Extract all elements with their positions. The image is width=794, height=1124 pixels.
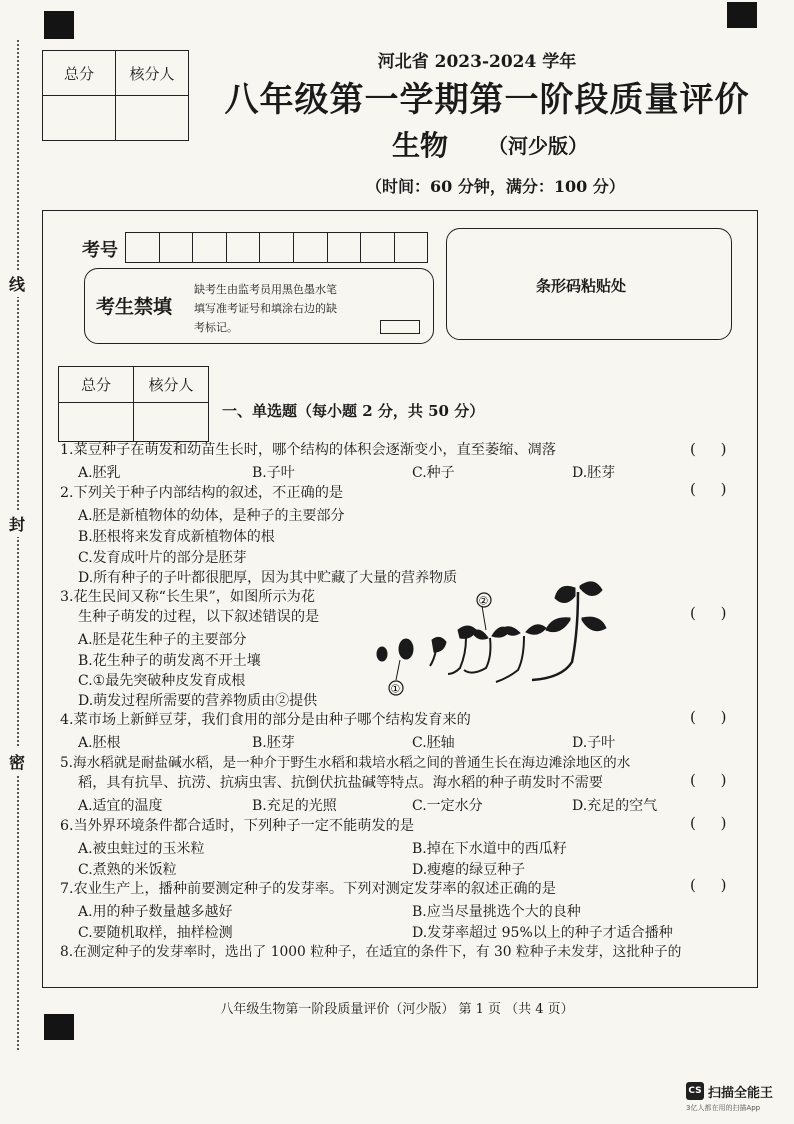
time-info: （时间：60 分钟，满分：100 分） [366, 177, 625, 196]
exam-number-boxes[interactable] [126, 232, 428, 263]
q2-option-b: B.胚根将来发育成新植物体的根 [78, 529, 275, 545]
question-2-stem: 2.下列关于种子内部结构的叙述，不正确的是 [60, 485, 344, 501]
binding-mark-mi: 密 [9, 748, 25, 775]
question-7-stem: 7.农业生产上，播种前要测定种子的发芽率。下列对测定发芽率的叙述正确的是 [60, 881, 556, 897]
q2-option-a: A.胚是新植物体的幼体，是种子的主要部分 [78, 508, 345, 524]
q4-option-d: D.子叶 [572, 735, 616, 751]
q7-option-c: C.要随机取样，抽样检测 [78, 925, 233, 941]
seed-stage-3 [432, 637, 446, 652]
answer-paren[interactable]: ( ) [690, 440, 727, 458]
question-5-stem-line2: 稻，具有抗旱、抗涝、抗病虫害、抗倒伏抗盐碱等特点。海水稻的种子萌发时不需要 [78, 775, 603, 791]
q7-option-d: D.发芽率超过 95%以上的种子才适合播种 [412, 925, 673, 941]
digit-box[interactable] [394, 232, 429, 263]
absent-mark-box[interactable] [380, 320, 420, 334]
binding-dotted-line [17, 40, 19, 1050]
answer-paren[interactable]: ( ) [690, 480, 727, 498]
q6-option-d: D.瘦瘪的绿豆种子 [412, 862, 526, 878]
total-score-cell[interactable] [59, 403, 134, 442]
q5-option-b: B.充足的光照 [252, 798, 337, 814]
digit-box[interactable] [159, 232, 194, 263]
camscanner-logo-icon: CS [686, 1082, 704, 1100]
q6-option-a: A.被虫蛀过的玉米粒 [78, 841, 205, 857]
seed-stage-2 [399, 639, 413, 659]
q2-option-c: C.发育成叶片的部分是胚芽 [78, 550, 247, 566]
note-line: 考标记。 [194, 321, 238, 334]
section-title: 一、单选题（每小题 2 分，共 50 分） [222, 402, 485, 420]
registration-marker-top-left [44, 11, 74, 39]
page-title: 八年级第一学期第一阶段质量评价 [224, 80, 750, 120]
q1-option-a: A.胚乳 [78, 465, 121, 481]
answer-paren[interactable]: ( ) [690, 604, 727, 622]
q2-option-d: D.所有种子的子叶都很肥厚，因为其中贮藏了大量的营养物质 [78, 570, 458, 586]
restricted-label: 考生禁填 [96, 296, 173, 318]
q4-option-b: B.胚芽 [252, 735, 295, 751]
scanner-tagline: 3亿人都在用的扫描App [686, 1104, 761, 1112]
question-8-stem: 8.在测定种子的发芽率时，选出了 1000 粒种子，在适宜的条件下，有 30 粒种子未发芽，这批种子的 [60, 944, 682, 960]
question-1-stem: 1.菜豆种子在萌发和幼苗生长时，哪个结构的体积会逐渐变小，直至萎缩、凋落 [60, 442, 556, 458]
answer-paren[interactable]: ( ) [690, 708, 727, 726]
digit-box[interactable] [360, 232, 395, 263]
seedling-stem [464, 638, 491, 673]
peanut-germination-figure [370, 578, 610, 702]
label-1: ① [390, 682, 401, 696]
checker-label: 核分人 [134, 367, 209, 403]
q1-option-b: B.子叶 [252, 465, 295, 481]
question-5-stem-line1: 5.海水稻就是耐盐碱水稻，是一种介于野生水稻和栽培水稻之间的普通生长在海边滩涂地区的水 [60, 755, 631, 771]
binding-mark-xian: 线 [9, 270, 25, 297]
page-footer: 八年级生物第一阶段质量评价（河少版） 第 1 页 （共 4 页） [220, 1002, 574, 1017]
question-4-stem: 4.菜市场上新鲜豆芽，我们食用的部分是由种子哪个结构发育来的 [60, 712, 471, 728]
q3-option-b: B.花生种子的萌发离不开土壤 [78, 653, 261, 669]
q5-option-d: D.充足的空气 [572, 798, 658, 814]
q5-option-c: C.一定水分 [412, 798, 483, 814]
total-score-label: 总分 [43, 51, 116, 96]
q4-option-c: C.胚轴 [412, 735, 455, 751]
q3-option-c: C.①最先突破种皮发育成根 [78, 673, 246, 689]
note-line: 填写准考证号和填涂右边的缺 [194, 302, 337, 315]
province-year: 河北省 2023-2024 学年 [377, 52, 577, 72]
q7-option-a: A.用的种子数量越多越好 [78, 904, 233, 920]
q6-option-c: C.煮熟的米饭粒 [78, 862, 177, 878]
subject: 生物 [392, 129, 449, 162]
question-3-stem-line1: 3.花生民间又称“长生果”，如图所示为花 [60, 589, 316, 605]
checker-label: 核分人 [116, 51, 189, 96]
digit-box[interactable] [293, 232, 328, 263]
scanner-name: 扫描全能王 [708, 1086, 774, 1101]
digit-box[interactable] [192, 232, 227, 263]
answer-paren[interactable]: ( ) [690, 814, 727, 832]
answer-paren[interactable]: ( ) [690, 771, 727, 789]
checker-cell[interactable] [134, 403, 209, 442]
q1-option-c: C.种子 [412, 465, 455, 481]
registration-marker-bottom-left [44, 1014, 74, 1040]
edition: （河少版） [488, 134, 588, 158]
q3-option-d: D.萌发过程所需要的营养物质由②提供 [78, 693, 318, 709]
total-score-label: 总分 [59, 367, 134, 403]
seedling-leaf [472, 630, 488, 639]
barcode-label: 条形码粘贴处 [536, 277, 627, 295]
q4-option-a: A.胚根 [78, 735, 121, 751]
digit-box[interactable] [226, 232, 261, 263]
digit-box[interactable] [259, 232, 294, 263]
question-3-stem-line2: 生种子萌发的过程，以下叙述错误的是 [78, 609, 320, 625]
q6-option-b: B.掉在下水道中的西瓜籽 [412, 841, 567, 857]
answer-paren[interactable]: ( ) [690, 876, 727, 894]
exam-number-label: 考号 [82, 240, 118, 261]
q5-option-a: A.适宜的温度 [78, 798, 163, 814]
digit-box[interactable] [125, 232, 160, 263]
registration-marker-top-right [727, 2, 757, 28]
q7-option-b: B.应当尽量挑选个大的良种 [412, 904, 581, 920]
seed-stage-1 [377, 647, 387, 661]
q3-option-a: A.胚是花生种子的主要部分 [78, 632, 247, 648]
restricted-note [194, 280, 337, 337]
label-2: ② [478, 594, 489, 608]
question-6-stem: 6.当外界环境条件都合适时，下列种子一定不能萌发的是 [60, 818, 415, 834]
q1-option-d: D.胚芽 [572, 465, 616, 481]
plant-leaf [555, 586, 575, 602]
binding-mark-feng: 封 [9, 510, 25, 537]
score-table-inner [58, 366, 209, 442]
note-line: 缺考生由监考员用黑色墨水笔 [194, 283, 337, 296]
digit-box[interactable] [327, 232, 362, 263]
